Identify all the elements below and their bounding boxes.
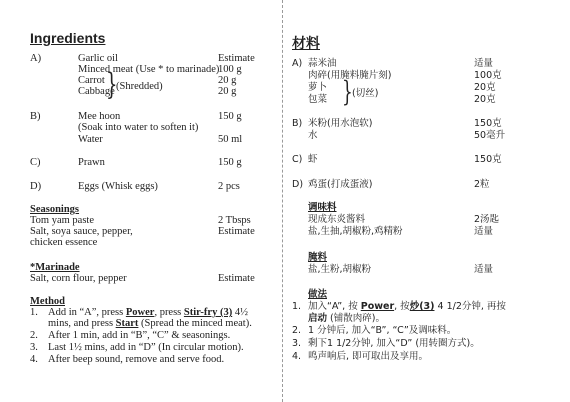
cn-method-step3: 剩下1 1/2分钟, 加入“D” (用转圈方式)。 <box>308 338 480 349</box>
cn-eggs-qty: 2粒 <box>474 179 490 190</box>
english-column <box>0 0 282 402</box>
method-step3-num: 3. <box>30 342 38 353</box>
mee-hoon-qty: 150 g <box>218 111 242 122</box>
cn-method-step1-line1: 加入“A”, 按 Power, 按炒(3) 4 1/2分钟, 再按 <box>308 301 506 312</box>
cn-garlic-oil: 蒜米油 <box>308 58 337 69</box>
carrot-qty: 20 g <box>218 75 237 86</box>
cn-cabbage-qty: 20克 <box>474 94 496 105</box>
cn-method-step4-num: 4. <box>292 351 302 362</box>
page-divider <box>282 0 283 402</box>
marinade-title: *Marinade <box>30 262 80 273</box>
cn-mee-hoon: 米粉(用水泡软) <box>308 118 373 129</box>
seasonings-title: Seasonings <box>30 204 80 215</box>
cn-section-a-marker: A) <box>292 58 303 69</box>
water: Water <box>78 134 103 145</box>
cn-seasoning-salt-qty: 适量 <box>474 226 494 237</box>
method-step2: After 1 min, add in “B”, “C” & seasonings. <box>48 330 231 341</box>
soak-note: (Soak into water to soften it) <box>78 122 199 133</box>
method-step2-num: 2. <box>30 330 38 341</box>
chinese-column <box>286 0 570 402</box>
cn-prawn: 虾 <box>308 154 318 165</box>
cn-method-step2: 1 分钟后, 加入“B”, “C”及调味料。 <box>308 325 457 336</box>
cn-tom-yam-paste: 现成东炎酱料 <box>308 214 366 225</box>
method-step1-line1: Add in “A”, press Power, press Stir-fry (3) 4½ <box>48 307 248 318</box>
method-step4: After beep sound, remove and serve food. <box>48 354 225 365</box>
cn-marinade-line: 盐,生粉,胡椒粉 <box>308 264 372 275</box>
cn-water-qty: 50毫升 <box>474 130 506 141</box>
cn-carrot: 萝卜 <box>308 82 328 93</box>
cn-minced-meat-qty: 100克 <box>474 70 502 81</box>
cn-seasonings-title: 调味料 <box>308 202 337 213</box>
seasoning-salt-qty: Estimate <box>218 226 255 237</box>
method-step1-line2: mins, and press Start (Spread the minced meat). <box>48 318 252 329</box>
seasoning-salt-line1: Salt, soya sauce, pepper, <box>30 226 133 237</box>
cn-marinade-qty: 适量 <box>474 264 494 275</box>
garlic-oil: Garlic oil <box>78 53 118 64</box>
cn-mee-hoon-qty: 150克 <box>474 118 502 129</box>
shredded-brace: } <box>106 67 118 102</box>
cn-minced-meat: 肉碎(用腌料腌片刻) <box>308 70 392 81</box>
minced-meat: Minced meat (Use * to marinade) <box>78 64 220 75</box>
seasoning-salt-line2: chicken essence <box>30 237 98 248</box>
eggs: Eggs (Whisk eggs) <box>78 181 158 192</box>
section-a-marker: A) <box>30 53 42 64</box>
cn-garlic-oil-qty: 适量 <box>474 58 494 69</box>
chinese-title: 材料 <box>292 36 320 52</box>
marinade-qty: Estimate <box>218 273 255 284</box>
cn-carrot-qty: 20克 <box>474 82 496 93</box>
method-title: Method <box>30 296 65 307</box>
cn-method-title: 做法 <box>308 289 328 300</box>
cabbage: Cabbage <box>78 86 115 97</box>
cn-cabbage: 包菜 <box>308 94 328 105</box>
cn-prawn-qty: 150克 <box>474 154 502 165</box>
english-title: Ingredients <box>30 30 106 46</box>
cn-method-step3-num: 3. <box>292 338 302 349</box>
eggs-qty: 2 pcs <box>218 181 240 192</box>
cn-shredded-note: (切丝) <box>352 88 379 99</box>
prawn-qty: 150 g <box>218 157 242 168</box>
marinade-line: Salt, corn flour, pepper <box>30 273 127 284</box>
minced-meat-qty: 100 g <box>218 64 242 75</box>
cn-seasoning-salt: 盐,生抽,胡椒粉,鸡精粉 <box>308 226 403 237</box>
cn-water: 水 <box>308 130 318 141</box>
water-qty: 50 ml <box>218 134 243 145</box>
section-d-marker: D) <box>30 181 42 192</box>
carrot: Carrot <box>78 75 105 86</box>
cn-method-step4: 鸣声响后, 即可取出及享用。 <box>308 351 429 362</box>
garlic-oil-qty: Estimate <box>218 53 255 64</box>
cn-eggs: 鸡蛋(打成蛋液) <box>308 179 373 190</box>
cn-section-d-marker: D) <box>292 179 304 190</box>
shredded-note: (Shredded) <box>116 81 163 92</box>
cn-method-step2-num: 2. <box>292 325 302 336</box>
cn-tom-yam-qty: 2汤匙 <box>474 214 500 225</box>
tom-yam-paste: Tom yam paste <box>30 215 94 226</box>
mee-hoon: Mee hoon <box>78 111 121 122</box>
cn-section-b-marker: B) <box>292 118 303 129</box>
prawn: Prawn <box>78 157 105 168</box>
method-step3: Last 1½ mins, add in “D” (In circular motion). <box>48 342 244 353</box>
cn-method-step1-num: 1. <box>292 301 302 312</box>
section-b-marker: B) <box>30 111 41 122</box>
method-step1-num: 1. <box>30 307 38 318</box>
method-step4-num: 4. <box>30 354 38 365</box>
cn-section-c-marker: C) <box>292 154 303 165</box>
cn-shredded-brace: } <box>342 75 353 108</box>
section-c-marker: C) <box>30 157 41 168</box>
cn-method-step1-line2: 启动 (铺散肉碎)。 <box>308 313 385 324</box>
cabbage-qty: 20 g <box>218 86 237 97</box>
cn-marinade-title: 腌料 <box>308 252 328 263</box>
tom-yam-qty: 2 Tbsps <box>218 215 251 226</box>
